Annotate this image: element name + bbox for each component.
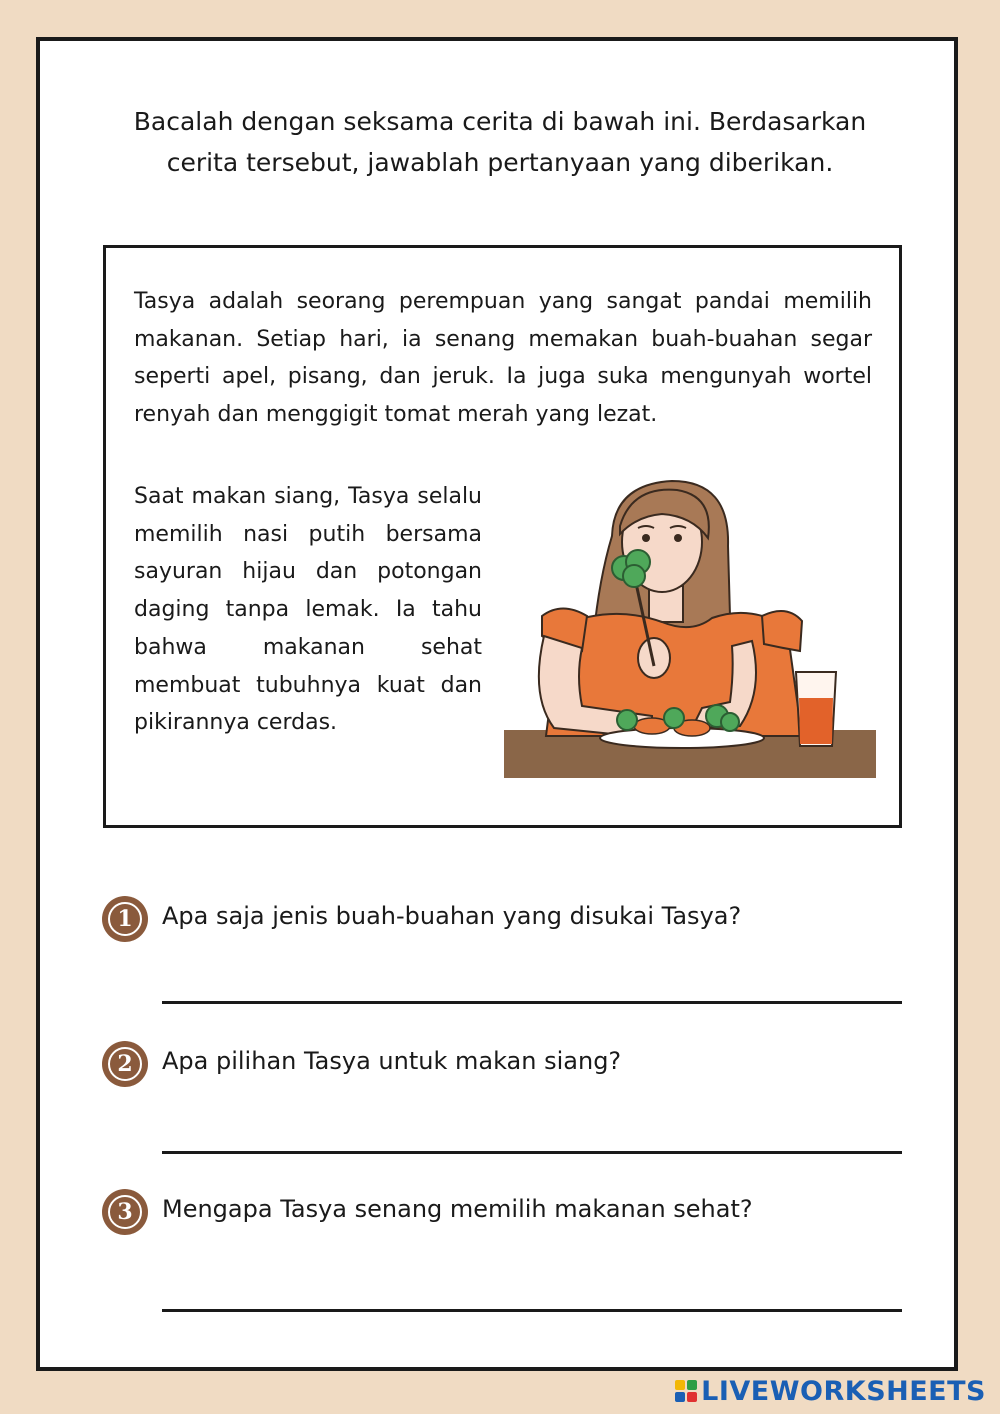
story-paragraph-2: Saat makan siang, Tasya selalu memilih nasi putih bersama sayuran hijau dan potongan daging tanpa lemak. Ia tahu bahwa makanan sehat membuat tubuhnya kuat dan pikirannya cerdas.: [134, 484, 482, 736]
question-2: [102, 1041, 902, 1091]
story-paragraph-1: Tasya adalah seorang perempuan yang sangat pandai memilih makanan. Setiap hari, ia senang memakan buah-buahan segar seperti apel, pisang, dan jeruk. Ia juga suka mengunyah wortel renyah dan menggigit tomat merah yang lezat.: [134, 289, 872, 427]
question-text: Mengapa Tasya senang memilih makanan sehat?: [162, 1195, 753, 1223]
question-number-badge: 3: [102, 1189, 148, 1235]
story-box: [103, 245, 902, 828]
answer-line-2[interactable]: [162, 1151, 902, 1154]
question-text: Apa saja jenis buah-buahan yang disukai Tasya?: [162, 902, 742, 930]
juice-glass: [796, 672, 836, 746]
question-3: [102, 1189, 902, 1239]
liveworksheets-logo-icon: [675, 1380, 697, 1402]
question-text: Apa pilihan Tasya untuk makan siang?: [162, 1047, 622, 1075]
brand-name: LIVEWORKSHEETS: [701, 1375, 986, 1407]
answer-line-3[interactable]: [162, 1309, 902, 1312]
answer-line-1[interactable]: [162, 1001, 902, 1004]
instructions-text: Bacalah dengan seksama cerita di bawah ini. Berdasarkan cerita tersebut, jawablah pertanyaan yang diberikan.: [133, 107, 867, 177]
question-number-badge: 2: [102, 1041, 148, 1087]
girl-eating-illustration: [502, 476, 877, 778]
worksheet-page: [36, 37, 958, 1371]
liveworksheets-branding[interactable]: [675, 1376, 986, 1406]
question-number-badge: 1: [102, 896, 148, 942]
question-1: [102, 896, 902, 946]
